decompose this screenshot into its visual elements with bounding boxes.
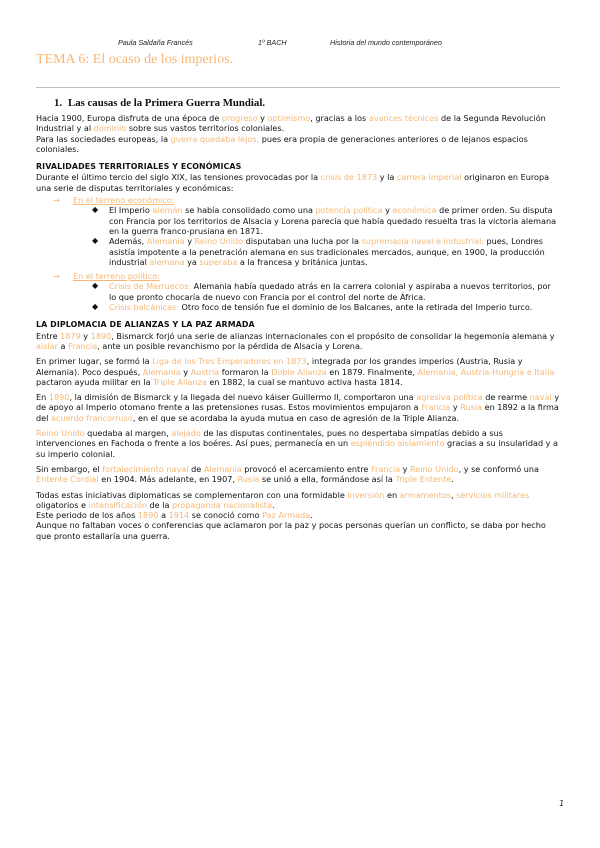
highlighted-text: crisis de 1873	[320, 172, 378, 183]
highlighted-text: Francia	[68, 340, 98, 351]
highlighted-text: Reino Unido	[36, 428, 85, 439]
text-segment: y la	[377, 172, 397, 183]
highlighted-text: superaba	[199, 256, 238, 267]
highlighted-text: Alemania	[142, 366, 181, 377]
text-segment: ya	[184, 256, 200, 267]
text-segment: y	[80, 330, 91, 341]
highlighted-text: 1890	[90, 330, 112, 341]
text-segment: , Bismarck forjó una serie de alianzas internacionales con el propósito de consolidar la hegemonía alemana y	[111, 330, 555, 341]
list-item	[92, 302, 560, 313]
text-segment: en 1904. Más adelante, en 1907,	[98, 474, 238, 485]
highlighted-text: agresiva política	[416, 392, 483, 403]
text-segment: Hacia 1900, Europa disfruta de una época de	[36, 113, 222, 123]
highlighted-text: económica	[392, 205, 437, 216]
text-segment: Otro foco de tensión fue el dominio de los Balcanes, ante la retirada del Imperio turco.	[178, 302, 533, 313]
highlighted-text: alemán	[152, 205, 183, 216]
subsection-heading-diplomacia: LA DIPLOMACIA DE ALIANZAS Y LA PAZ ARMADA	[36, 320, 255, 330]
text-segment: originaron en Europa una serie de disputas territoriales y económicas:	[36, 172, 550, 193]
section-heading	[54, 97, 560, 110]
highlighted-text: dominio	[93, 123, 127, 134]
economic-label: → En el terreno económico:	[53, 195, 175, 206]
highlighted-text: Doble Alianza	[271, 366, 327, 377]
highlighted-text: Alemania, Austria-Hungría e Italia	[417, 366, 555, 377]
highlighted-text: Reino Unido	[194, 236, 244, 247]
text-segment: , gracias a los	[310, 113, 369, 123]
text-segment: .	[310, 510, 313, 521]
text-segment: en 1879. Finalmente,	[326, 366, 418, 377]
highlighted-text: supremacía naval e industrial,	[361, 236, 484, 247]
text-segment: de primer orden. Su disputa con Francia por los territorios de Alsacia y Lorena parecía que había quedado resuelta tras la victoria alemana en la guerra franco-prusiana en 1871.	[109, 205, 557, 236]
highlighted-text: Crisis de Marruecos:	[109, 281, 192, 292]
highlighted-text: Entente Cordial	[36, 474, 99, 485]
header-subject: Historia del mundo contemporáneo	[330, 38, 442, 47]
list-item	[92, 281, 560, 302]
text-segment: quedaba al margen,	[84, 428, 172, 439]
text-segment: en 1882, la cual se mantuvo activa hasta 1814.	[206, 376, 403, 387]
text-segment: de rearme	[482, 392, 530, 403]
highlighted-text: Triple Alianza	[153, 376, 207, 387]
highlighted-text: alemana	[149, 256, 185, 267]
highlighted-text: Paz Armada	[262, 510, 311, 521]
text-segment: Además,	[109, 236, 147, 247]
text-segment: de la	[146, 499, 173, 510]
title-divider	[36, 87, 560, 88]
text-segment: disputaban una lucha por la	[243, 236, 362, 247]
highlighted-text: potencia política	[315, 205, 383, 216]
section-title: Las causas de la Primera Guerra Mundial.	[68, 97, 266, 109]
text-segment: .	[271, 499, 275, 510]
highlighted-text: carrera imperial	[396, 172, 462, 183]
diamond-bullet-icon: ◆	[92, 302, 99, 312]
paragraph	[36, 510, 560, 520]
text-segment: ,	[451, 489, 457, 500]
text-segment: de	[188, 463, 204, 474]
text-segment: se unió a ella, formándose así la	[259, 474, 396, 485]
text-segment: Durante el último tercio del siglo XIX, las tensiones provocadas por la	[36, 172, 321, 183]
text-segment: y	[180, 366, 191, 377]
section-number: 1.	[54, 97, 63, 109]
text-segment: En primer lugar, se formó la	[36, 356, 153, 367]
political-label: → En el terreno político:	[53, 271, 160, 282]
highlighted-text: inversión	[347, 489, 385, 500]
highlighted-text: Francia	[421, 402, 451, 413]
text-segment: de la Segunda Revolución Industrial y al	[36, 113, 546, 134]
text-segment: y	[184, 236, 195, 247]
highlighted-text: 1914	[168, 510, 190, 521]
text-segment: de las disputas continentales, pues no despertaba simpatías debido a sus intervenciones en Fachoda o frente a los boéres. Así pues, permanecía en un	[36, 428, 503, 449]
list-item	[92, 236, 560, 267]
text-segment: y de apoyo al Imperio otomano frente a las pretensiones rusas. Estos movimientos empujaron a	[36, 392, 560, 413]
highlighted-text: optimismo	[267, 113, 311, 123]
text-segment: Entre	[36, 330, 61, 341]
text-segment: y	[400, 463, 411, 474]
paragraph	[36, 392, 560, 423]
text-segment: y	[257, 113, 268, 123]
text-segment: a la francesa y británica juntas.	[237, 256, 368, 267]
highlighted-text: 1890	[137, 510, 159, 521]
text-segment: , y se conformó una	[458, 463, 540, 474]
highlighted-text: 1890	[48, 392, 70, 403]
diamond-bullet-icon: ◆	[92, 281, 99, 291]
text-segment: en	[384, 489, 400, 500]
paragraph	[36, 331, 560, 352]
list-item	[92, 205, 560, 236]
paragraph	[36, 134, 560, 155]
header-course: 1º BACH	[258, 38, 287, 47]
arrow-icon: →	[53, 271, 60, 282]
highlighted-text: Rusia	[237, 474, 260, 485]
text-segment: pues era propia de generaciones anteriores o de lejanos espacios coloniales.	[36, 133, 528, 154]
text-segment: El Imperio	[109, 205, 153, 216]
highlighted-text: Liga de los Tres Emperadores en 1873	[152, 356, 307, 367]
text-segment: pues, Londres asistía impotente a la penetración alemana en sus tradicionales mercados, aunque, en 1900, la producción industrial	[109, 236, 545, 267]
diamond-bullet-icon: ◆	[92, 205, 99, 215]
highlighted-text: avances técnicos	[368, 113, 439, 123]
document-body	[36, 97, 560, 541]
text-segment: , integrada por los grandes imperios (Austria, Rusia y Alemania). Poco después,	[36, 356, 523, 377]
highlighted-text: guerra quedaba lejos,	[170, 133, 260, 144]
text-segment: Aunque no faltaban voces o conferencias que aclamaron por la paz y pocas personas querían un conflicto, se daba por hecho que pronto estallaría una guerra.	[36, 520, 546, 541]
text-segment: Alemania había quedado atrás en la carrera colonial y aspiraba a nuevos territorios, por lo que pronto chocaría de nuevo con Francia por el control del norte de África.	[109, 281, 551, 302]
text-segment: provocó el acercamiento entre	[241, 463, 371, 474]
text-segment: , en el que se acordaba la ayuda mutua en caso de agresión de la Triple Alianza.	[132, 412, 460, 423]
text-segment: en 1892 a la firma del	[36, 402, 559, 423]
highlighted-text: progreso	[221, 113, 258, 123]
highlighted-text: Alemania	[203, 463, 242, 474]
highlighted-text: acuerdo francorruso	[50, 412, 133, 423]
text-segment: a	[57, 340, 69, 351]
highlighted-text: Francia	[370, 463, 401, 474]
highlighted-text: espléndido aislamiento	[350, 438, 445, 449]
paragraph	[36, 490, 560, 511]
text-segment: oligatorios e	[36, 499, 89, 510]
arrow-icon: →	[53, 195, 60, 206]
highlighted-text: Triple Entente	[395, 474, 452, 485]
text-segment: Sin embargo, el	[36, 463, 103, 474]
text-segment: y	[450, 402, 461, 413]
text-segment: Todas estas iniciativas diplomaticas se complementaron con una formidable	[36, 489, 348, 500]
paragraph	[36, 520, 560, 541]
text-segment: formaron la	[219, 366, 272, 377]
paragraph	[36, 113, 560, 134]
highlighted-text: armamentos	[399, 489, 451, 500]
highlighted-text: fortalecimiento naval	[102, 463, 189, 474]
header-author: Paula Saldaña Francés	[118, 38, 193, 47]
page-title: TEMA 6: El ocaso de los imperios.	[36, 52, 234, 67]
highlighted-text: Alemania	[146, 236, 185, 247]
paragraph	[36, 356, 560, 387]
highlighted-text: Reino Unido	[410, 463, 459, 474]
text-segment: , ante un posible revanchismo por la pérdida de Alsacia y Lorena.	[97, 340, 363, 351]
highlighted-text: Crisis balcánicas:	[109, 302, 179, 313]
text-segment: , la dimisión de Bismarck y la llegada del nuevo káiser Guillermo II, comportaron una	[69, 392, 417, 403]
text-segment: pactaron ayuda militar en la	[36, 376, 154, 387]
highlighted-text: servicios militares	[456, 489, 530, 500]
highlighted-text: Austria	[190, 366, 220, 377]
text-segment: .	[451, 474, 454, 485]
highlighted-text: propaganda nacionalista	[172, 499, 272, 510]
paragraph	[36, 428, 560, 459]
highlighted-text: intensificación	[88, 499, 147, 510]
text-segment: a	[158, 510, 169, 521]
highlighted-text: naval	[529, 392, 552, 403]
highlighted-text: aislar	[36, 340, 58, 351]
paragraph	[36, 172, 560, 193]
diamond-bullet-icon: ◆	[92, 236, 99, 246]
text-segment: gracias a su insularidad y a su imperio colonial.	[36, 438, 558, 459]
highlighted-text: Rusia	[460, 402, 483, 413]
page-number: 1	[559, 799, 564, 808]
text-segment: En	[36, 392, 49, 403]
highlighted-text: alejado	[171, 428, 201, 439]
text-segment: Para las sociedades europeas, la	[36, 133, 171, 144]
paragraph	[36, 464, 560, 485]
text-segment: sobre sus vastos territorios coloniales.	[126, 123, 285, 134]
text-segment: y	[382, 205, 393, 216]
text-segment: se conoció como	[189, 510, 263, 521]
text-segment: se había consolidado como una	[182, 205, 316, 216]
subsection-heading-rivalidades: RIVALIDADES TERRITORIALES Y ECONÓMICAS	[36, 162, 242, 172]
text-segment: Este periodo de los años	[36, 510, 138, 521]
highlighted-text: 1879	[60, 330, 81, 341]
